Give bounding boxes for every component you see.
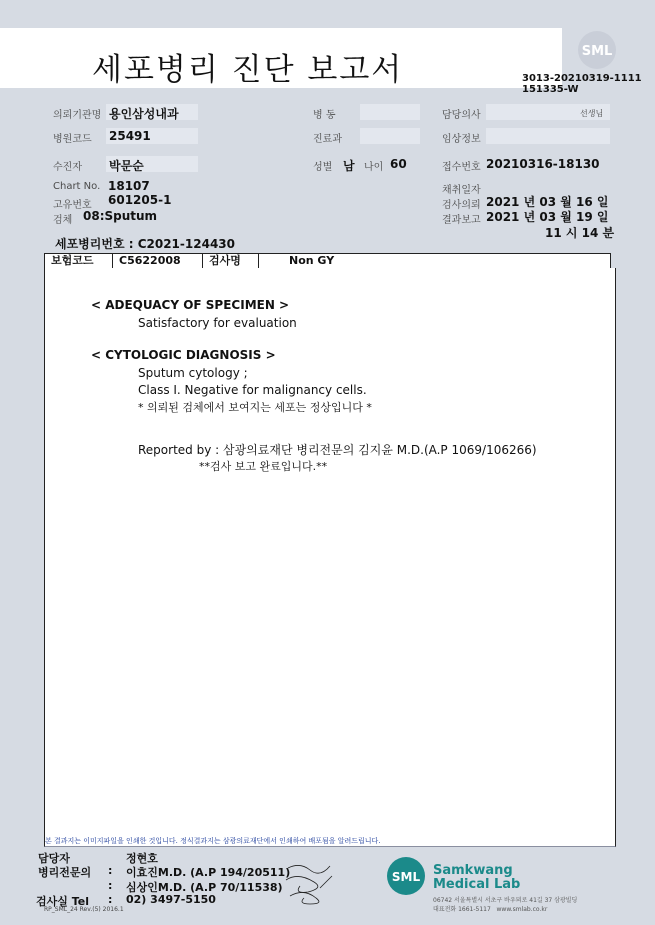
document-number [522,73,642,95]
patient-value: 박문순 [109,159,144,173]
test-name-value: Non GY [289,254,335,267]
report-date: 2021 년 03 월 19 일 [486,210,609,224]
chart-label: Chart No. [53,181,101,192]
collect-label: 채취일자 [442,185,481,196]
colon-2: : [108,879,113,892]
sex-value: 남 [343,159,355,173]
form-number: RP_SML_24 Rev.(5) 2016.1 [44,906,124,913]
report-body [44,268,616,847]
hospital-value: 용인삼성내과 [109,107,179,121]
request-date: 2021 년 03 월 16 일 [486,195,609,209]
ward-field [360,104,420,120]
adequacy-text: Satisfactory for evaluation [138,316,297,330]
hospital-code-value: 25491 [109,129,151,143]
sml-logo-icon [577,30,617,70]
insurance-code-value: C5622008 [113,254,203,268]
signature-icon [280,858,340,908]
doc-no-line1: 3013-20210319-1111 [522,73,642,84]
report-time: 11 시 14 분 [545,226,615,240]
hospital-label: 의뢰기관명 [53,110,102,121]
chart-value: 18107 [108,179,150,193]
manager-label: 담당자 [38,852,70,865]
sex-label: 성별 [313,162,333,173]
pathologist-1: 이효진M.D. (A.P 194/20511) [126,866,291,879]
tel-value: 02) 3497-5150 [126,893,216,906]
report-complete: **검사 보고 완료입니다.** [199,460,328,473]
dept-field [360,128,420,144]
colon-1: : [108,864,113,877]
doc-no-line2: 151335-W [522,84,579,95]
test-name-label: 검사명 [203,254,259,268]
request-label: 검사의뢰 [442,200,481,211]
patient-label: 수진자 [53,162,82,173]
clinical-field [486,128,610,144]
report-date-label: 결과보고 [442,215,481,226]
receipt-value: 20210316-18130 [486,157,600,171]
adequacy-heading: < ADEQUACY OF SPECIMEN > [91,298,290,312]
pathologist-label: 병리전문의 [38,866,92,879]
tel-label: 검사실 Tel [36,895,89,908]
id-label: 고유번호 [53,200,92,211]
age-value: 60 [390,157,407,171]
doctor-label: 담당의사 [442,110,481,121]
brand-name: Samkwang Medical Lab [433,863,521,892]
diagnosis-line-3: * 의뢰된 검체에서 보여지는 세포는 정상입니다 * [138,401,372,414]
ward-label: 병 동 [313,110,336,121]
report-title: 세포병리 진단 보고서 [92,52,404,88]
diagnosis-heading: < CYTOLOGIC DIAGNOSIS > [91,348,276,362]
disclaimer: 본 결과지는 이미지파일을 인쇄한 것입니다. 정식결과지는 삼광의료재단에서 인쇄하여 배포됨을 알려드립니다. [45,837,381,845]
reported-by: Reported by : 삼광의료재단 병리전문의 김지윤 M.D.(A.P 1069/106266) [138,443,537,457]
manager-value: 정현호 [126,852,158,865]
doctor-value: 선생님 [580,109,604,118]
cytopathology-number: 세포병리번호 : C2021-124430 [55,237,235,251]
diagnosis-line-2: Class I. Negative for malignancy cells. [138,383,367,397]
dept-label: 진료과 [313,134,342,145]
svg-text:SML: SML [581,44,613,59]
svg-text:SML: SML [391,870,421,884]
samkwang-logo-icon [386,856,426,896]
specimen-label: 검체 [53,215,73,226]
age-label: 나이 [364,162,384,173]
brand-address: 06742 서울특별시 서초구 바우뫼로 41길 37 삼광빌딩 대표전화 1661-5117 www.smlab.co.kr [433,897,578,913]
receipt-label: 접수번호 [442,162,481,173]
specimen-value: 08:Sputum [83,209,158,223]
code-bar [44,253,611,269]
colon-3: : [108,893,113,906]
diagnosis-line-1: Sputum cytology ; [138,366,248,380]
insurance-code-label: 보험코드 [45,254,113,268]
clinical-label: 임상정보 [442,134,481,145]
hospital-code-label: 병원코드 [53,134,92,145]
id-value: 601205-1 [108,193,172,207]
pathologist-2: 심상인M.D. (A.P 70/11538) [126,881,283,894]
